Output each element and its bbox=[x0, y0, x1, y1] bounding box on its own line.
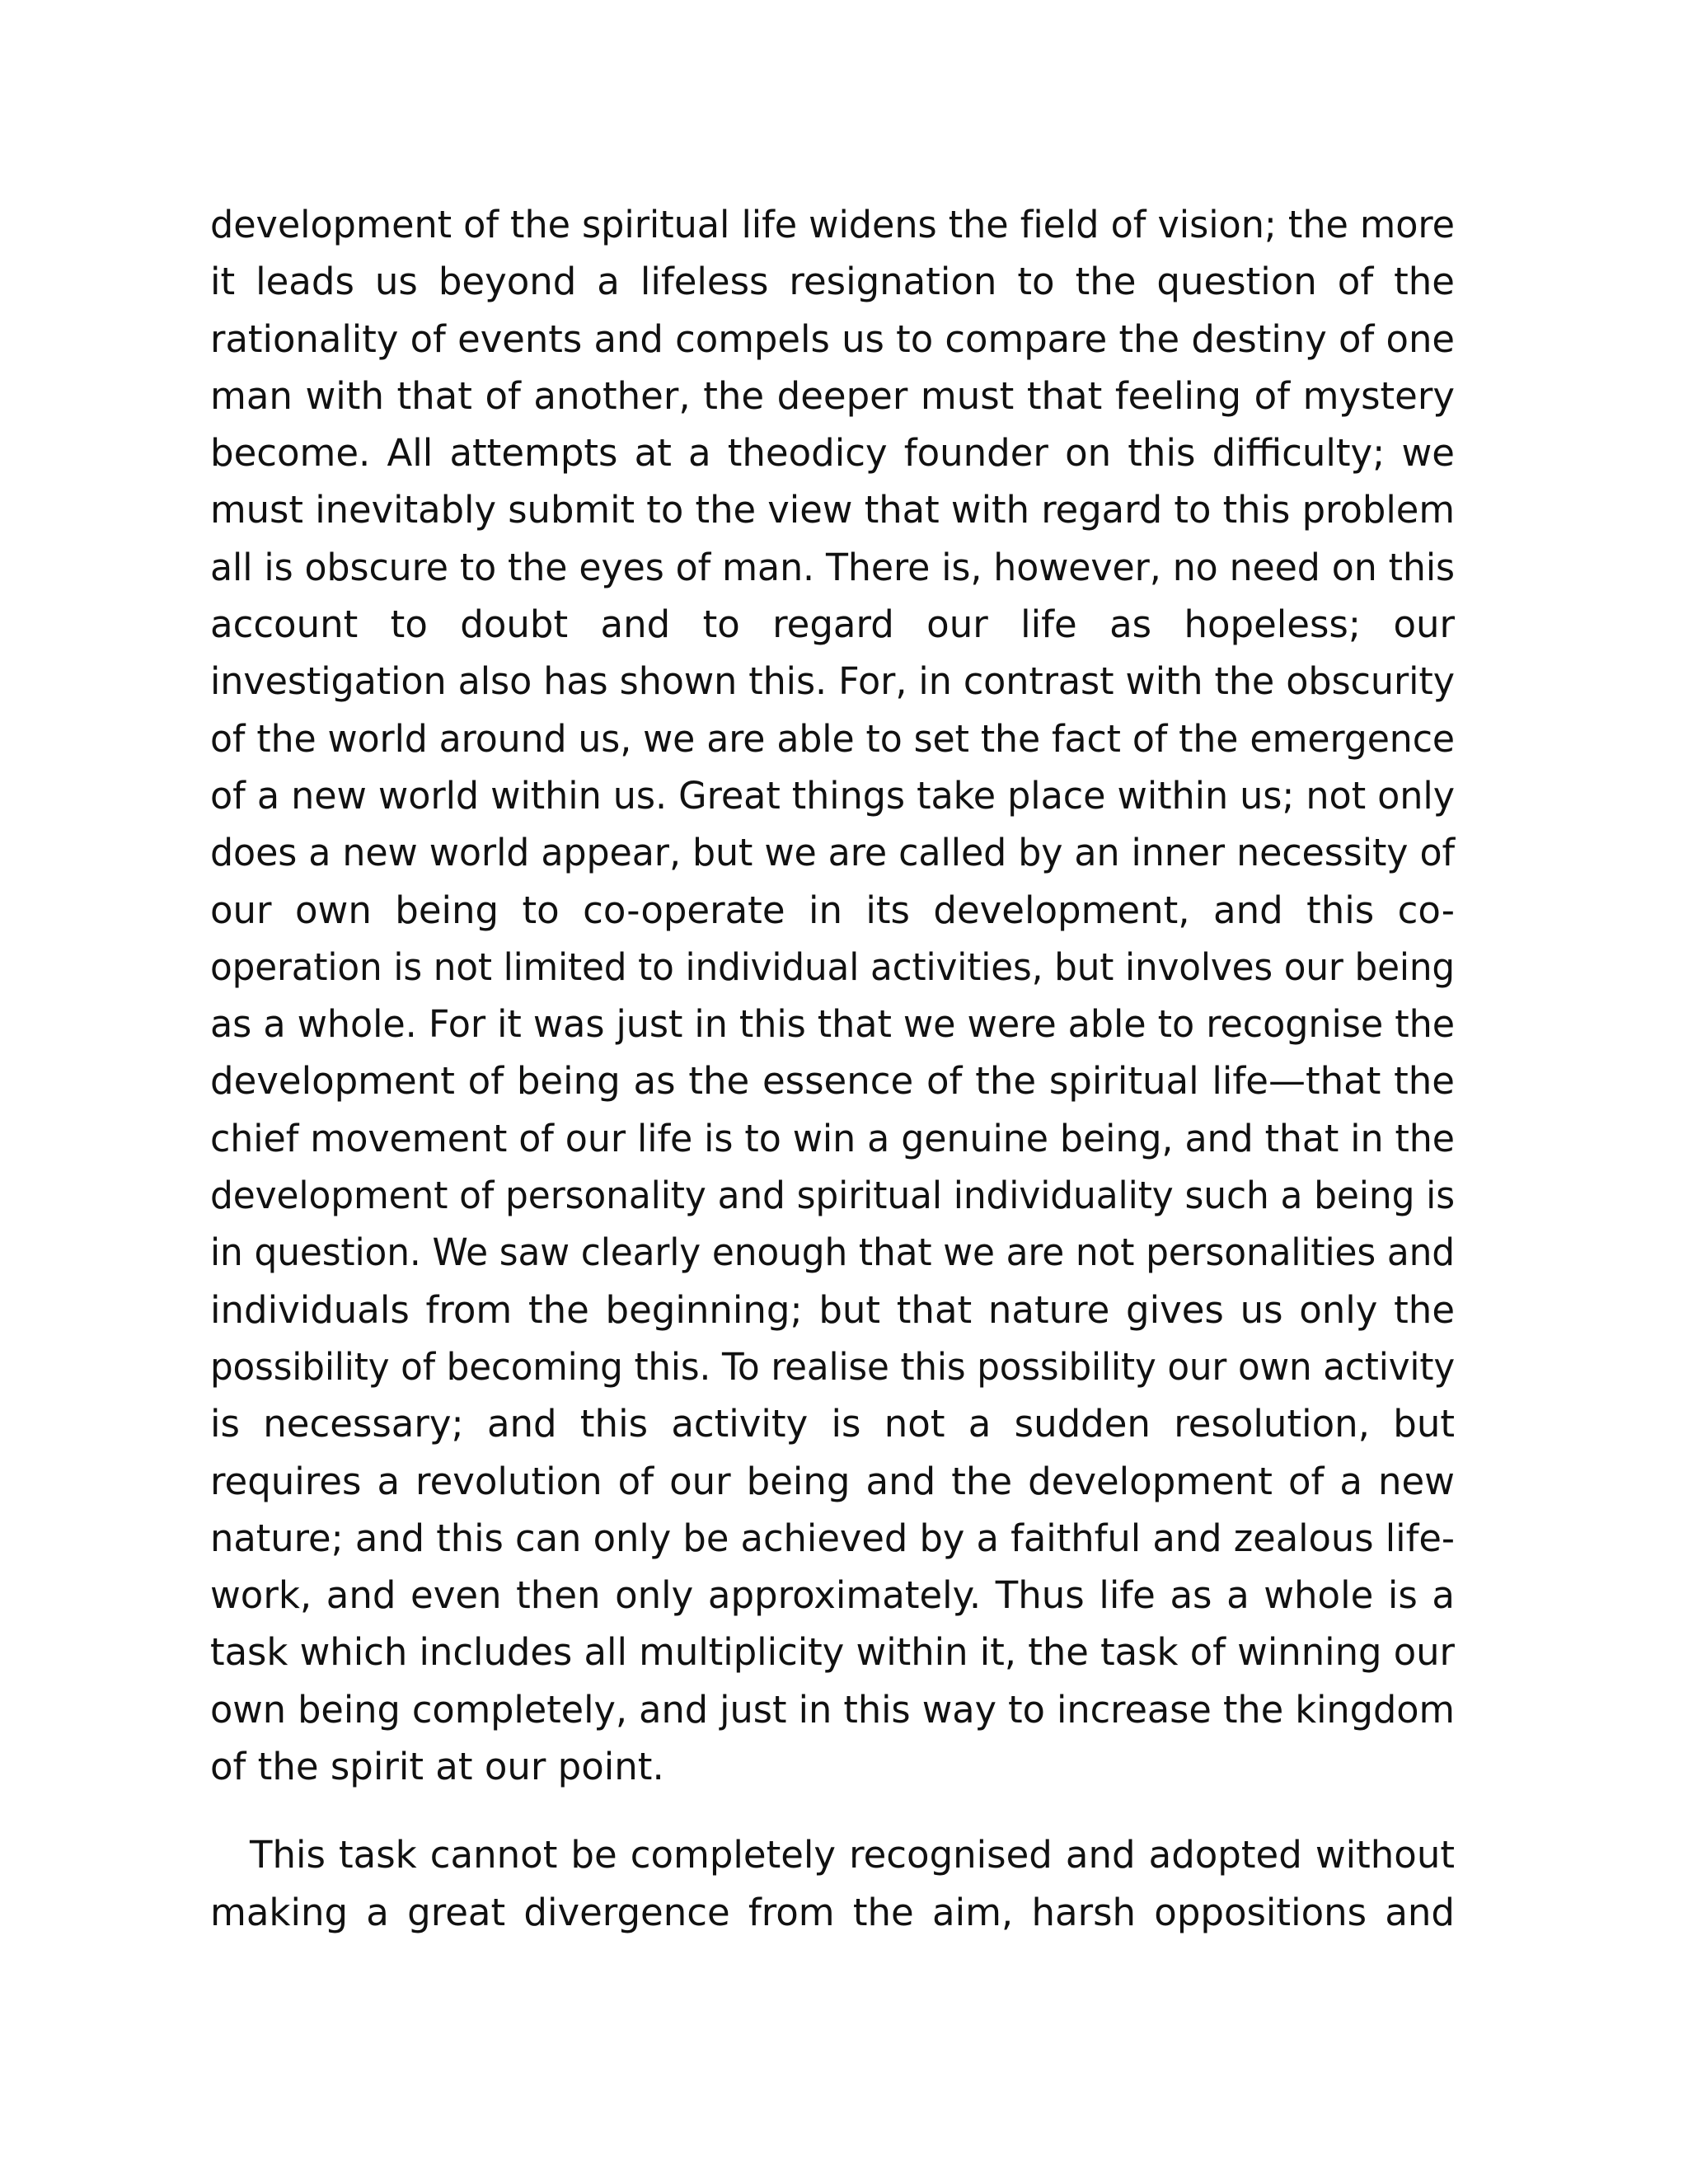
text-line: development of the spiritual life widens the field of vision; the more bbox=[210, 203, 1455, 246]
text-line: of a new world within us. Great things take place within us; not only bbox=[210, 773, 1455, 818]
text-line: chief movement of our life is to win a genuine being, and that in the bbox=[210, 1116, 1455, 1160]
text-line: our own being to co-operate in its development, and this co- bbox=[210, 888, 1455, 932]
text-line: work, and even then only approximately. Thus life as a whole is a bbox=[210, 1573, 1455, 1618]
text-line: all is obscure to the eyes of man. There is, however, no need on this bbox=[210, 545, 1455, 589]
text-line: it leads us beyond a lifeless resignation to the question of the bbox=[210, 260, 1455, 304]
paragraph-2 bbox=[210, 1826, 1455, 1941]
text-line: must inevitably submit to the view that with regard to this problem bbox=[210, 488, 1455, 532]
text-line: rationality of events and compels us to compare the destiny of one bbox=[210, 316, 1455, 361]
text-line: operation is not limited to individual activities, but involves our being bbox=[210, 944, 1455, 989]
text-line-content: This task cannot be completely recognised and adopted without bbox=[250, 1833, 1455, 1877]
text-line bbox=[210, 1826, 1455, 1883]
text-line: of the world around us, we are able to set the fact of the emergence bbox=[210, 716, 1455, 761]
text-line: possibility of becoming this. To realise this possibility our own activity bbox=[210, 1344, 1455, 1389]
text-line: of the spirit at our point. bbox=[210, 1745, 664, 1789]
text-line: man with that of another, the deeper must that feeling of mystery bbox=[210, 373, 1455, 418]
text-line: own being completely, and just in this way to increase the kingdom bbox=[210, 1687, 1455, 1732]
text-line: task which includes all multiplicity within it, the task of winning our bbox=[210, 1630, 1455, 1675]
text-line: as a whole. For it was just in this that we were able to recognise the bbox=[210, 1002, 1455, 1047]
text-line: development of being as the essence of the spiritual life—that the bbox=[210, 1059, 1455, 1104]
text-line: account to doubt and to regard our life as hopeless; our bbox=[210, 602, 1455, 647]
text-line: does a new world appear, but we are called by an inner necessity of bbox=[210, 831, 1455, 875]
text-line: investigation also has shown this. For, in contrast with the obscurity bbox=[210, 659, 1455, 704]
paragraph-1 bbox=[210, 196, 1455, 1795]
text-line: making a great divergence from the aim, harsh oppositions and bbox=[210, 1890, 1455, 1934]
text-line: development of personality and spiritual individuality such a being is bbox=[210, 1174, 1455, 1218]
text-line: is necessary; and this activity is not a sudden resolution, but bbox=[210, 1402, 1455, 1446]
text-line: requires a revolution of our being and the development of a new bbox=[210, 1459, 1455, 1503]
text-line: in question. We saw clearly enough that we are not personalities and bbox=[210, 1230, 1455, 1275]
text-line: nature; and this can only be achieved by a faithful and zealous life- bbox=[210, 1516, 1455, 1560]
text-line: become. All attempts at a theodicy founder on this difficulty; we bbox=[210, 431, 1455, 476]
text-line: individuals from the beginning; but that nature gives us only the bbox=[210, 1287, 1455, 1332]
body-text bbox=[210, 196, 1455, 1941]
